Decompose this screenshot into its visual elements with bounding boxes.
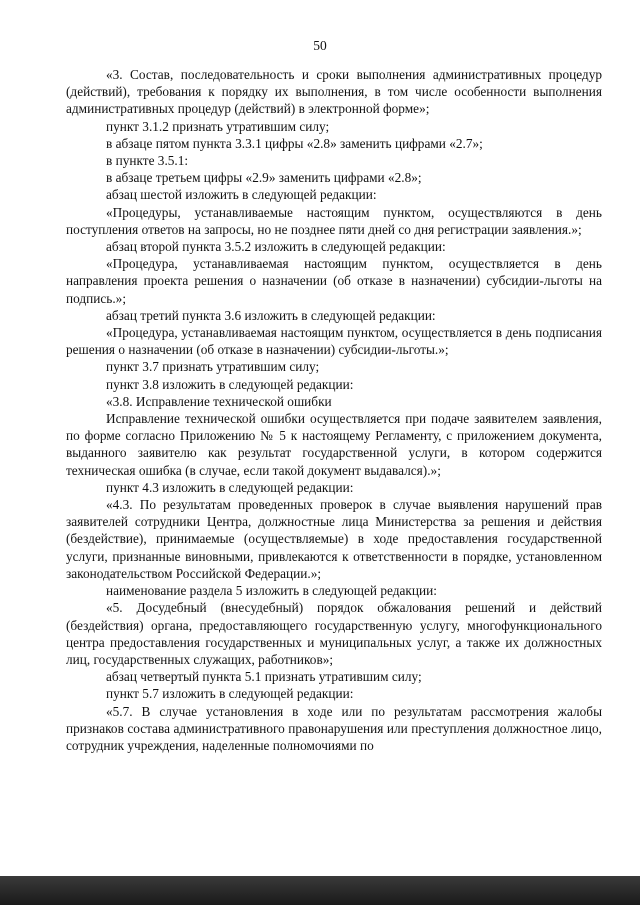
paragraph: в абзаце пятом пункта 3.3.1 цифры «2.8» заменить цифрами «2.7»; (106, 135, 483, 151)
paragraph: Исправление технической ошибки осуществляется при подаче заявителем заявления, по форме согласно Приложению № 5 к настоящему Регламенту, с приложением документа, выданного заявителю как результат государственной услуги, в котором содержится техническая ошибка (в случае, если такой документ выдавался).»; (66, 411, 602, 478)
paragraph: «Процедура, устанавливаемая настоящим пунктом, осуществляется в день подписания решения о назначении (об отказе в назначении) субсидии-льготы.»; (66, 325, 602, 358)
paragraph: в абзаце третьем цифры «2.9» заменить цифрами «2.8»; (106, 170, 422, 186)
scan-edge-shadow (0, 876, 640, 905)
paragraph: абзац шестой изложить в следующей редакции: (106, 187, 377, 203)
paragraph: пункт 3.8 изложить в следующей редакции: (106, 376, 354, 392)
paragraph: «5.7. В случае установления в ходе или по результатам рассмотрения жалобы признаков состава административного правонарушения или преступления должностное лицо, сотрудник учреждения, наделенные полномочиями по (66, 703, 602, 753)
document-body (66, 66, 602, 754)
paragraph: «5. Досудебный (внесудебный) порядок обжалования решений и действий (бездействия) органа, предоставляющего государственную услугу, многофункционального центра предоставления государственных и муниципальных услуг, а также их должностных лиц, государственных служащих, работников»; (66, 600, 602, 667)
paragraph: «3.8. Исправление технической ошибки (106, 393, 332, 409)
paragraph: абзац второй пункта 3.5.2 изложить в следующей редакции: (106, 239, 446, 255)
paragraph: «3. Состав, последовательность и сроки выполнения административных процедур (действий), требования к порядку их выполнения, в том числе особенности выполнения административных процедур (действий) в электронной форме»; (66, 67, 602, 117)
paragraph: в пункте 3.5.1: (106, 153, 189, 169)
paragraph: пункт 4.3 изложить в следующей редакции: (106, 479, 354, 495)
paragraph: «Процедуры, устанавливаемые настоящим пунктом, осуществляются в день поступления ответов на запросы, но не позднее пяти дней со дня регистрации заявления.»; (66, 204, 602, 237)
paragraph: наименование раздела 5 изложить в следующей редакции: (106, 583, 437, 599)
paragraph: пункт 3.7 признать утратившим силу; (106, 359, 320, 375)
paragraph: «Процедура, устанавливаемая настоящим пунктом, осуществляется в день направления проекта решения о назначении (об отказе в назначении) субсидии-льготы на подпись.»; (66, 256, 602, 306)
paragraph: пункт 3.1.2 признать утратившим силу; (106, 118, 330, 134)
paragraph: «4.3. По результатам проведенных проверок в случае выявления нарушений прав заявителей сотрудники Центра, должностные лица Министерства за решения и действия (бездействие), принимаемые (осуществляемые) в ходе предоставления государственной услуги, признанные виновными, привлекаются к ответственности в порядке, установленном законодательством Российской Федерации.»; (66, 497, 602, 581)
paragraph: абзац четвертый пункта 5.1 признать утратившим силу; (106, 669, 422, 685)
paragraph: пункт 5.7 изложить в следующей редакции: (106, 686, 354, 702)
page-number: 50 (313, 38, 327, 53)
paragraph: абзац третий пункта 3.6 изложить в следующей редакции: (106, 307, 436, 323)
